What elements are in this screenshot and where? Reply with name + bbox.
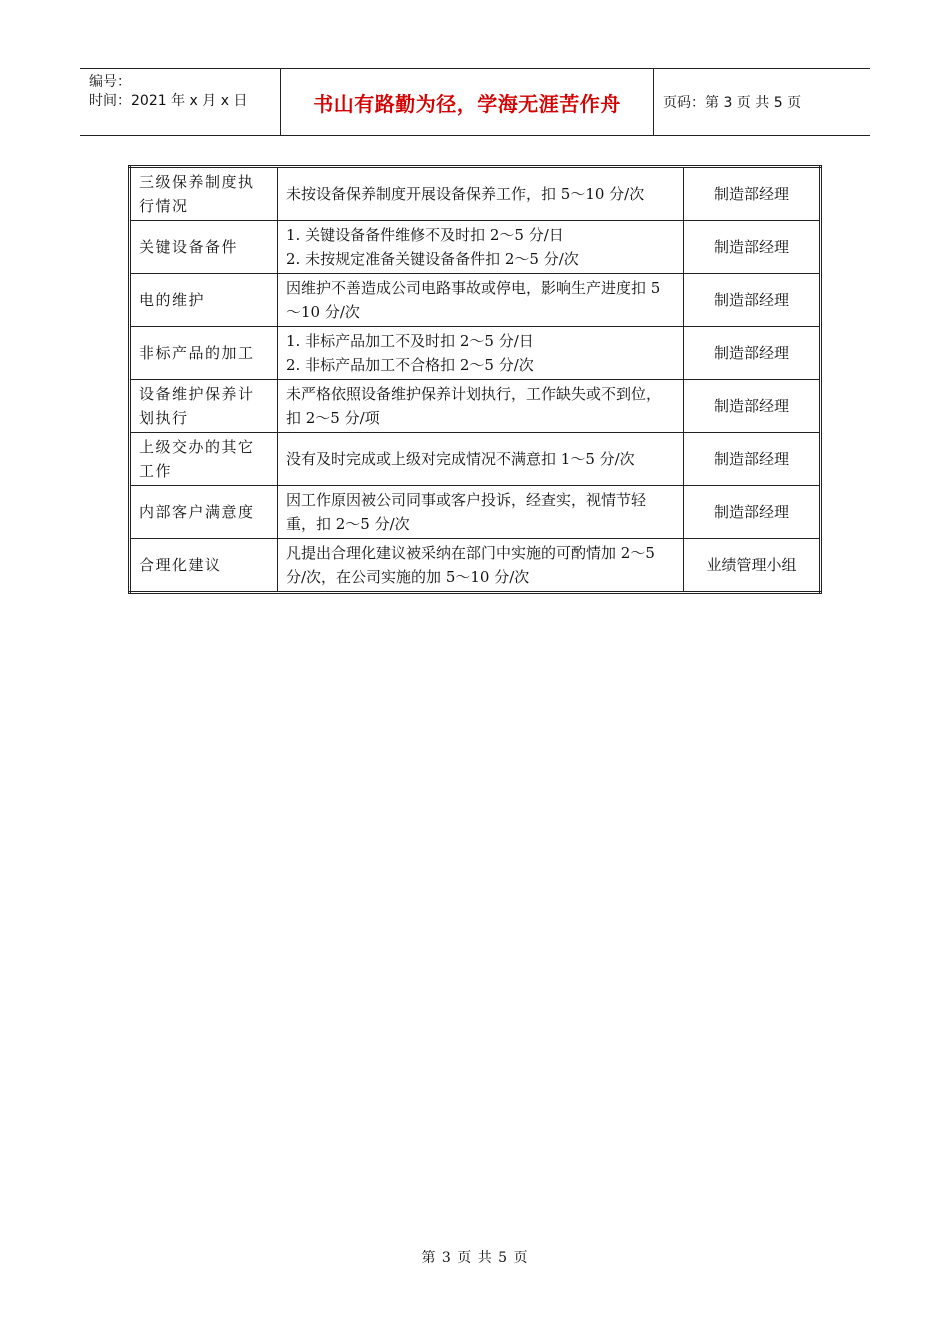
criteria-line: 未严格依照设备维护保养计划执行，工作缺失或不到位，扣 2～5 分/项 [286,385,662,427]
assessment-criteria-cell [278,539,684,593]
assessment-item-cell: 上级交办的其它工作 [130,433,278,486]
assessor-cell: 制造部经理 [684,380,821,433]
assessment-criteria-cell [278,327,684,380]
assessment-table [128,165,822,594]
criteria-line: 凡提出合理化建议被采纳在部门中实施的可酌情加 2～5 分/次，在公司实施的加 5～10 分/次 [286,544,655,586]
criteria-line: 2. 未按规定准备关键设备备件扣 2～5 分/次 [286,250,579,268]
table-row [130,167,821,221]
table-row [130,380,821,433]
page-footer: 第 3 页 共 5 页 [421,1250,529,1266]
table-row [130,539,821,593]
criteria-line: 1. 非标产品加工不及时扣 2～5 分/日 [286,332,534,350]
assessment-criteria-cell [278,433,684,486]
table-row [130,221,821,274]
table-row [130,486,821,539]
document-date-label: 时间：2021 年 x 月 x 日 [89,93,248,109]
assessment-item-cell: 设备维护保养计划执行 [130,380,278,433]
document-number-label: 编号： [89,74,131,90]
assessment-item-cell: 非标产品的加工 [130,327,278,380]
assessment-criteria-cell [278,380,684,433]
assessment-item-cell: 关键设备备件 [130,221,278,274]
assessment-criteria-cell [278,167,684,221]
assessment-criteria-cell [278,221,684,274]
assessor-cell: 制造部经理 [684,167,821,221]
assessment-item-cell: 内部客户满意度 [130,486,278,539]
criteria-line: 未按设备保养制度开展设备保养工作，扣 5～10 分/次 [286,185,645,203]
criteria-line: 2. 非标产品加工不合格扣 2～5 分/次 [286,356,534,374]
assessment-item-cell: 合理化建议 [130,539,278,593]
assessor-cell: 制造部经理 [684,327,821,380]
page-header [80,68,870,136]
criteria-line: 1. 关键设备备件维修不及时扣 2～5 分/日 [286,226,564,244]
table-row [130,433,821,486]
header-info [80,69,281,135]
assessment-item-cell: 电的维护 [130,274,278,327]
assessment-table-body [130,167,821,593]
table-row [130,327,821,380]
assessor-cell: 制造部经理 [684,274,821,327]
assessment-criteria-cell [278,274,684,327]
criteria-line: 因工作原因被公司同事或客户投诉，经查实，视情节轻重，扣 2～5 分/次 [286,491,647,533]
header-page-number: 页码：第 3 页 共 5 页 [663,95,802,111]
assessment-item-cell: 三级保养制度执行情况 [130,167,278,221]
criteria-line: 没有及时完成或上级对完成情况不满意扣 1～5 分/次 [286,450,635,468]
assessor-cell: 业绩管理小组 [684,539,821,593]
criteria-line: 因维护不善造成公司电路事故或停电，影响生产进度扣 5～10 分/次 [286,279,661,321]
table-row [130,274,821,327]
header-motto: 书山有路勤为径，学海无涯苦作舟 [281,69,654,135]
assessment-criteria-cell [278,486,684,539]
assessor-cell: 制造部经理 [684,433,821,486]
assessor-cell: 制造部经理 [684,486,821,539]
assessor-cell: 制造部经理 [684,221,821,274]
